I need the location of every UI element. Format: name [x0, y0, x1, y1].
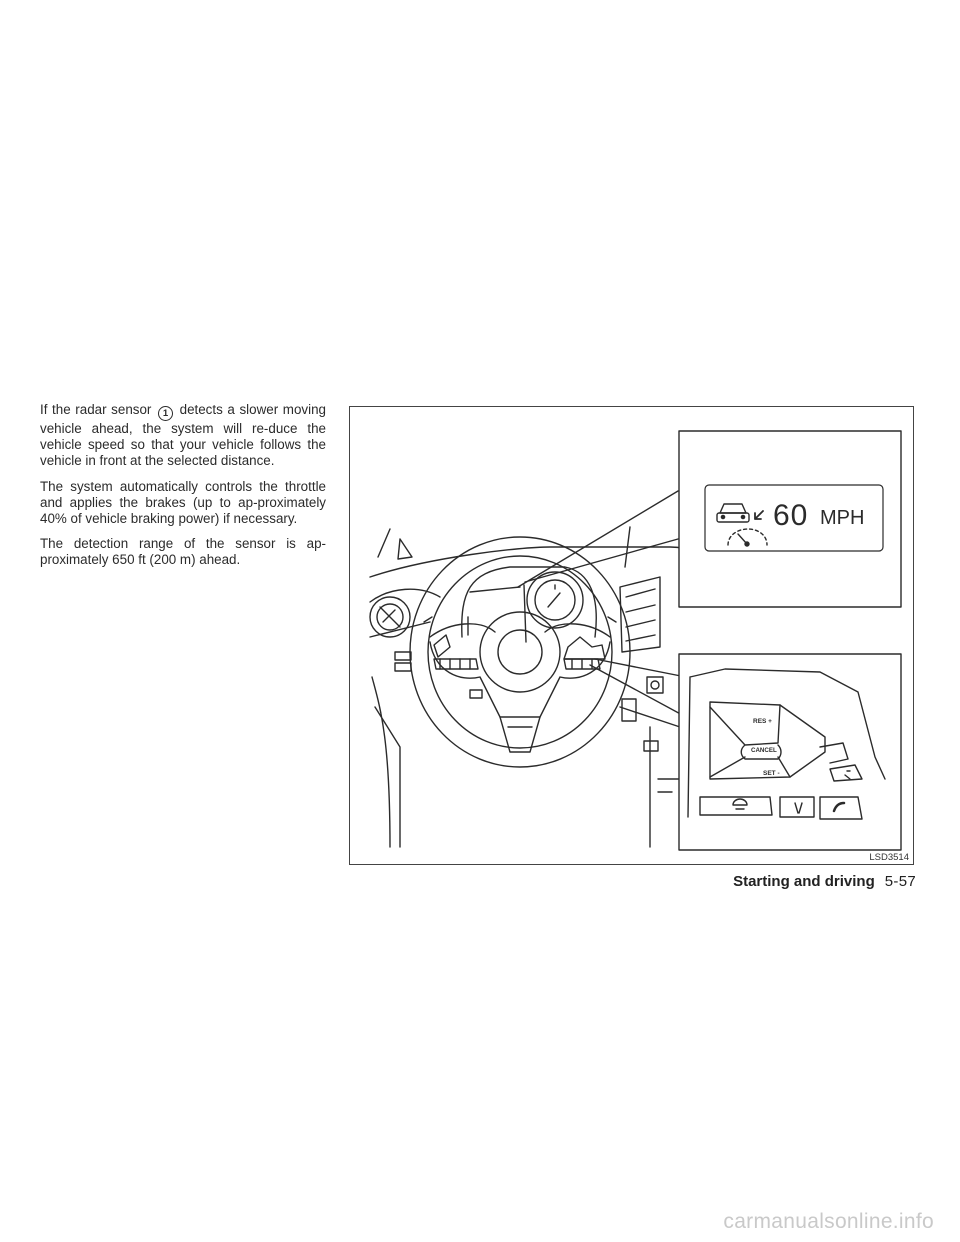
paragraph-1-end: detects a slower moving vehicle ahead, the system will re-duce the vehicle speed so that your vehicle follows the vehicle in front at the selected distance. — [40, 402, 326, 469]
instrument-cluster — [462, 567, 596, 637]
set-minus-label: SET - — [763, 770, 780, 777]
steering-wheel-hub — [480, 612, 560, 692]
figure-id: LSD3514 — [869, 852, 909, 863]
switch-inset — [679, 654, 901, 850]
right-air-vent — [620, 577, 660, 652]
page-footer — [733, 873, 916, 890]
leader-line-switch — [590, 659, 686, 717]
display-unit: MPH — [820, 507, 865, 529]
paragraph-1-start: If the radar sensor — [40, 402, 152, 417]
paragraph-1 — [40, 402, 326, 470]
cancel-label: CANCEL — [751, 747, 777, 754]
paragraph-2: The system automatically controls the throttle and applies the brakes (up to ap-proximately 40% of vehicle braking power) if necessary. — [40, 478, 326, 527]
callout-marker: 1 — [158, 406, 173, 421]
paragraph-3: The detection range of the sensor is ap-proximately 650 ft (200 m) ahead. — [40, 536, 326, 568]
display-speed: 60 — [773, 499, 809, 532]
watermark: carmanualsonline.info — [723, 1210, 934, 1233]
page-number: 5-57 — [884, 873, 916, 890]
section-title: Starting and driving — [733, 873, 875, 890]
right-switch-cluster — [564, 637, 605, 659]
res-plus-label: RES + — [753, 718, 772, 725]
body-text — [40, 402, 326, 578]
steering-wheel-illustration — [349, 406, 914, 865]
